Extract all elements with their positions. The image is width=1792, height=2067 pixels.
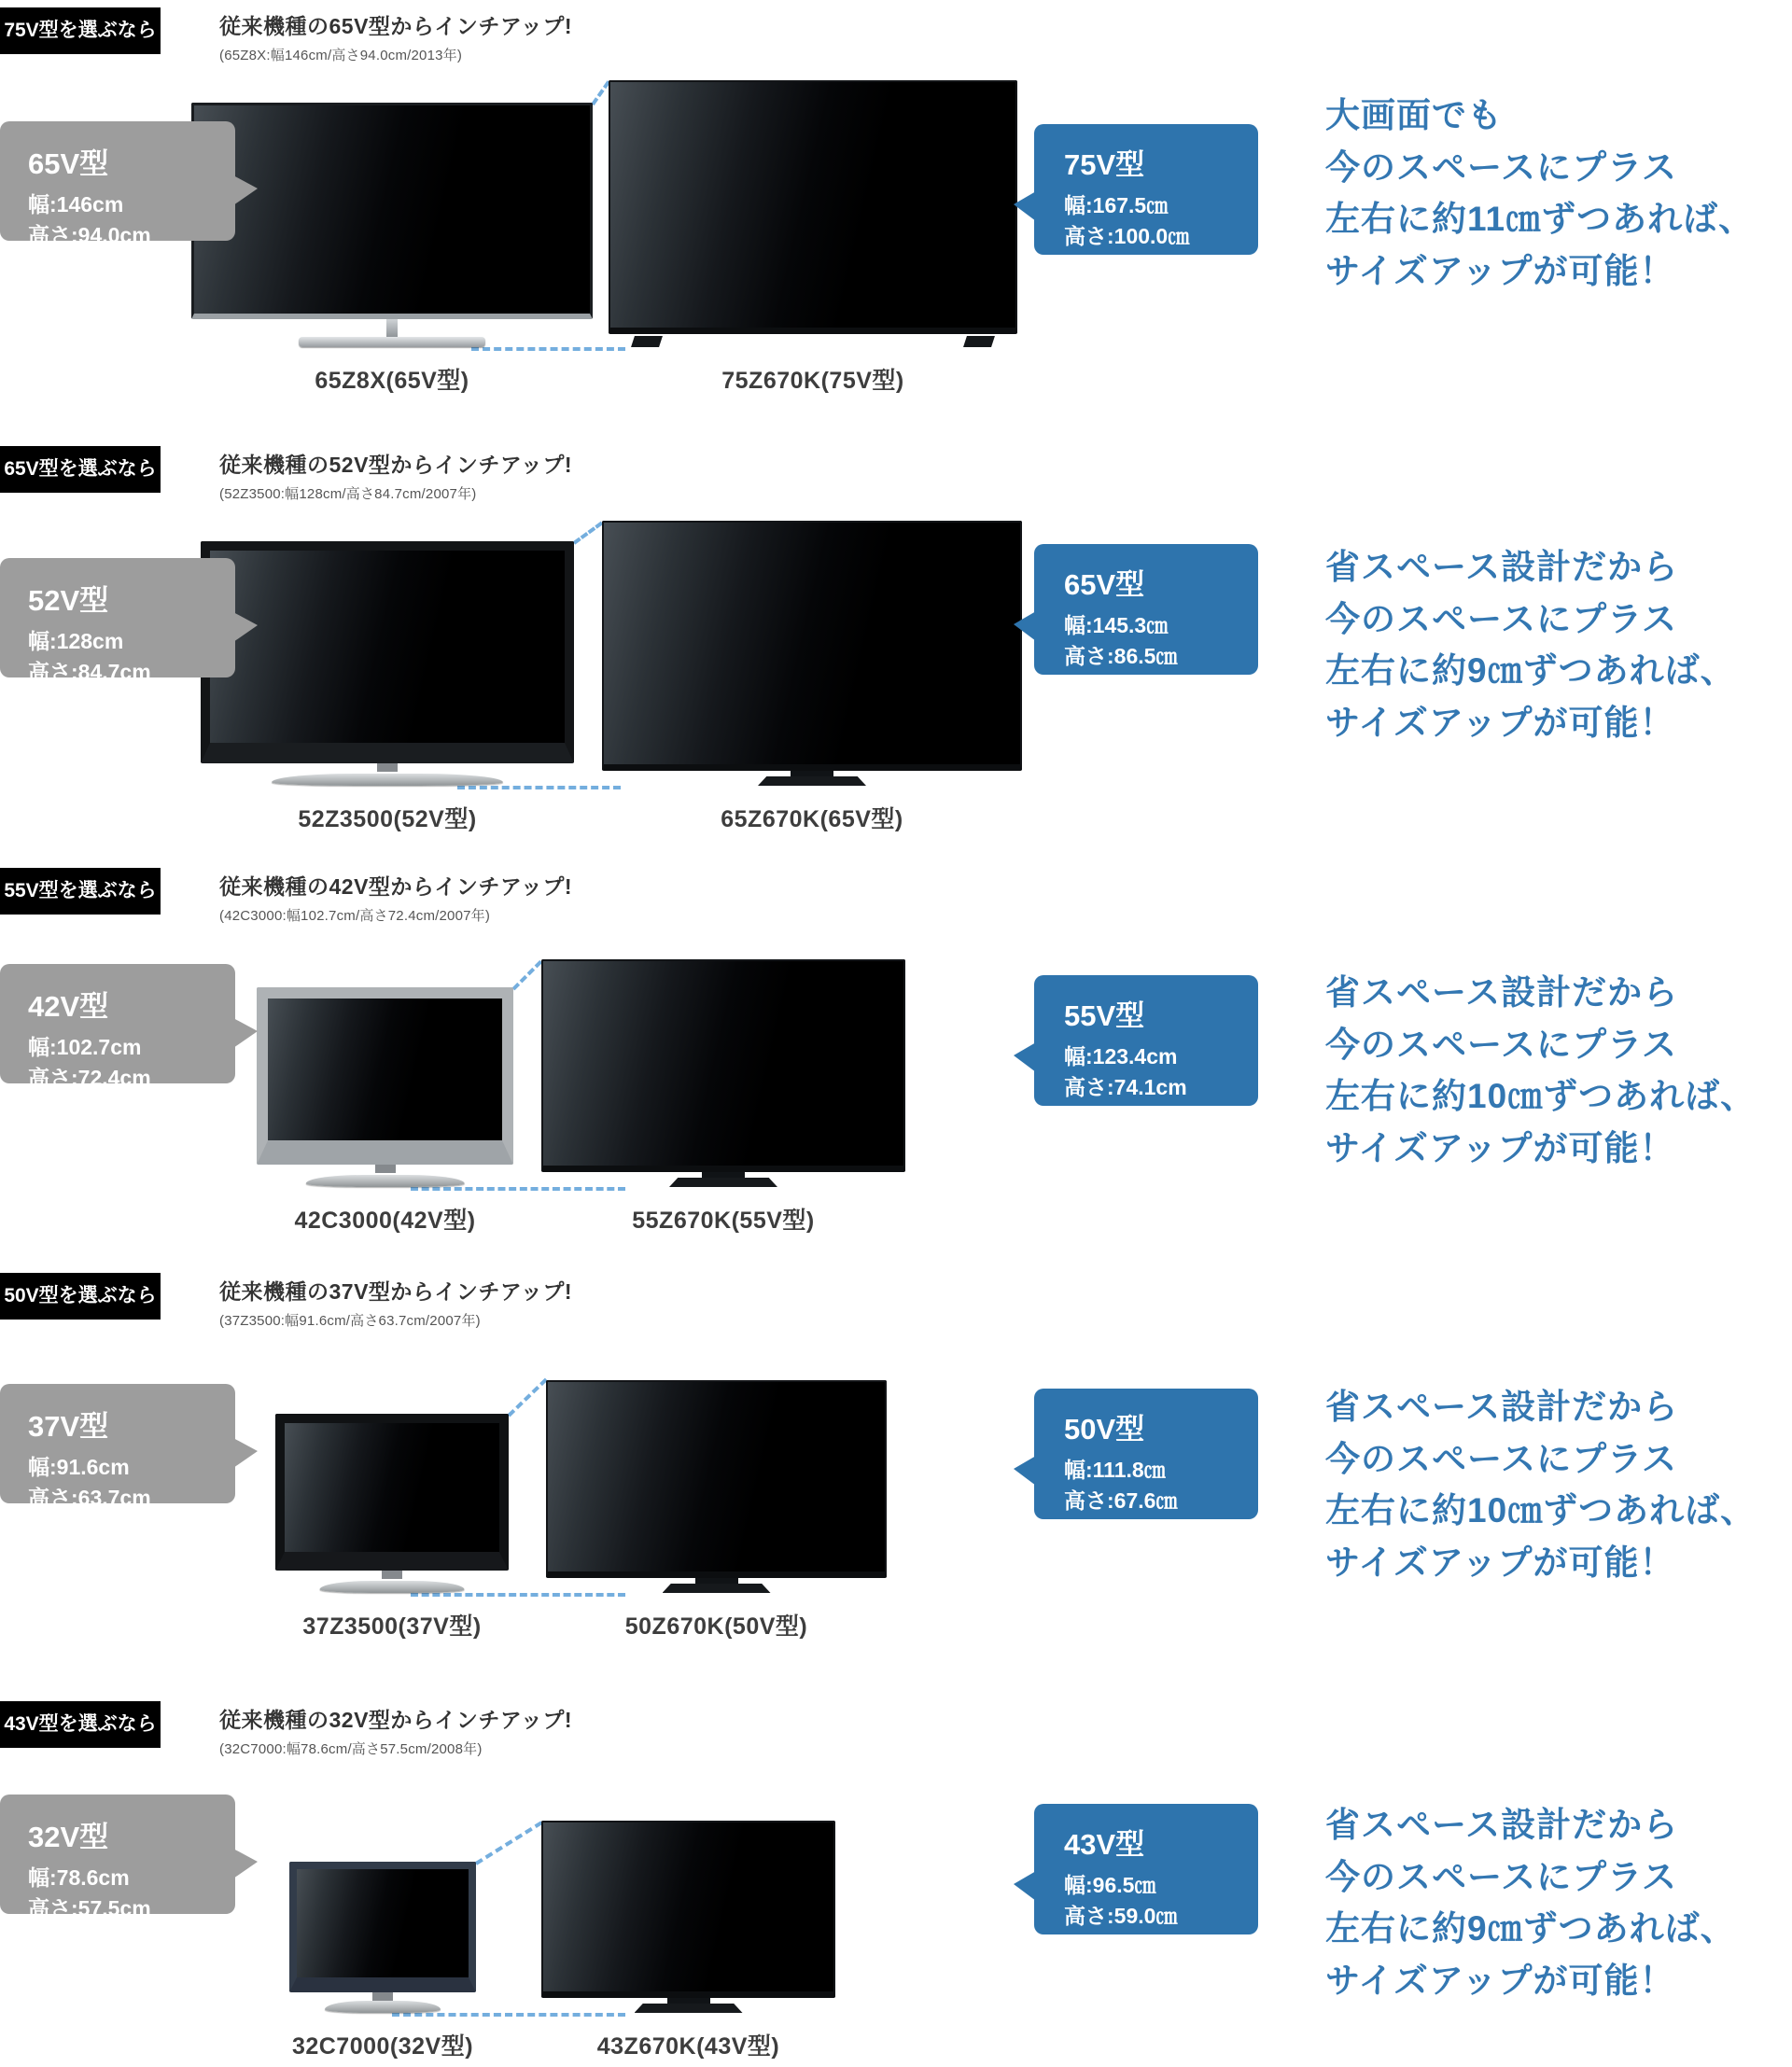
- new-height-value: 高さ:100.0㎝: [1064, 224, 1190, 249]
- old-width-value: 幅:128cm: [28, 629, 124, 653]
- size-diagonal-dash-line: [508, 1378, 548, 1418]
- benefit-line: 省スペース設計だから: [1325, 548, 1679, 586]
- callout-pointer-right: [233, 175, 258, 205]
- callout-pointer-right: [233, 1438, 258, 1468]
- old-size-callout: [0, 1795, 235, 1921]
- new-width-value: 幅:145.3㎝: [1064, 613, 1169, 637]
- callout-pointer-left: [1014, 611, 1036, 641]
- old-width-value: 幅:146cm: [28, 192, 124, 216]
- old-size-label: 32V型: [28, 1821, 109, 1853]
- section-upsize-50v: [0, 1260, 1792, 1670]
- size-diagonal-dash-line: [591, 80, 609, 105]
- baseline-dash-line: [457, 786, 621, 789]
- benefit-line: 今のスペースにプラス: [1325, 599, 1678, 638]
- tv-comparison-stage: [177, 1675, 1029, 2067]
- baseline-dash-line: [411, 1593, 625, 1597]
- section-title: 従来機種の65V型からインチアップ!: [219, 14, 572, 38]
- new-height-value: 高さ:59.0㎝: [1064, 1904, 1178, 1929]
- old-height-value: 高さ:63.7cm: [28, 1486, 151, 1511]
- section-title: 従来機種の52V型からインチアップ!: [219, 453, 572, 477]
- old-size-label: 42V型: [28, 990, 109, 1023]
- benefit-line: 省スペース設計だから: [1325, 1388, 1679, 1426]
- section-title: 従来機種の42V型からインチアップ!: [219, 874, 572, 899]
- section-upsize-65v: [0, 439, 1792, 868]
- new-size-callout: [1034, 1389, 1258, 1519]
- new-size-label: 55V型: [1064, 999, 1145, 1032]
- new-tv-image: [541, 1821, 835, 2013]
- tv-screen: [609, 80, 1017, 334]
- benefit-line: 今のスペースにプラス: [1325, 1025, 1678, 1064]
- size-diagonal-dash-line: [573, 522, 603, 545]
- old-size-callout: [0, 121, 235, 248]
- callout-pointer-right: [233, 612, 258, 642]
- section-title: 従来機種の37V型からインチアップ!: [219, 1279, 572, 1304]
- benefit-line: サイズアップが可能！: [1325, 1128, 1675, 1167]
- new-size-callout: [1034, 975, 1258, 1106]
- benefit-line: 今のスペースにプラス: [1325, 1857, 1678, 1896]
- old-height-value: 高さ:72.4cm: [28, 1066, 151, 1091]
- old-size-label: 65V型: [28, 147, 109, 180]
- benefit-line: 左右に約10㎝ずつあれば、: [1325, 1491, 1757, 1529]
- section-upsize-75v: [0, 0, 1792, 439]
- benefit-line: 大画面でも: [1325, 96, 1503, 134]
- section-upsize-55v: [0, 868, 1792, 1260]
- new-tv-model-label: 65Z670K(65V型): [721, 806, 903, 832]
- tv-stand: [541, 1172, 905, 1187]
- benefit-line: 左右に約10㎝ずつあれば、: [1325, 1077, 1757, 1115]
- old-tv-model-label: 65Z8X(65V型): [315, 368, 469, 394]
- benefit-line: 省スペース設計だから: [1325, 1806, 1679, 1844]
- benefit-text: [1325, 967, 1792, 1174]
- new-width-value: 幅:167.5㎝: [1064, 193, 1169, 217]
- old-size-callout: [0, 964, 235, 1091]
- baseline-dash-line: [411, 1187, 625, 1191]
- new-height-value: 高さ:86.5㎝: [1064, 644, 1178, 669]
- old-width-value: 幅:91.6cm: [28, 1455, 130, 1479]
- new-tv-model-label: 55Z670K(55V型): [632, 1208, 815, 1234]
- new-size-label: 43V型: [1064, 1828, 1145, 1861]
- tv-comparison-stage: [177, 9, 1029, 401]
- old-width-value: 幅:78.6cm: [28, 1865, 130, 1890]
- old-tv-model-label: 37Z3500(37V型): [302, 1613, 482, 1640]
- benefit-text: [1325, 90, 1792, 297]
- tv-stand: [289, 1992, 476, 2013]
- old-tv-model-label: 52Z3500(52V型): [298, 806, 477, 832]
- tv-screen: [201, 541, 574, 763]
- size-diagonal-dash-line: [475, 1821, 543, 1864]
- section-tag: 65V型を選ぶなら: [0, 446, 161, 493]
- tv-screen: [546, 1380, 887, 1578]
- old-width-value: 幅:102.7cm: [28, 1035, 142, 1059]
- new-tv-model-label: 50Z670K(50V型): [624, 1613, 808, 1640]
- new-size-callout: [1034, 124, 1258, 255]
- new-tv-model-label: 43Z670K(43V型): [596, 2033, 780, 2060]
- new-height-value: 高さ:74.1cm: [1064, 1075, 1187, 1100]
- new-tv-image: [541, 959, 905, 1187]
- section-subtitle: (32C7000:幅78.6cm/高さ57.5cm/2008年): [219, 1741, 483, 1757]
- old-tv-model-label: 32C7000(32V型): [291, 2033, 474, 2060]
- callout-pointer-right: [233, 1849, 258, 1878]
- new-size-callout: [1034, 544, 1258, 675]
- new-width-value: 幅:111.8㎝: [1064, 1458, 1166, 1482]
- tv-screen: [541, 1821, 835, 1998]
- benefit-line: 今のスペースにプラス: [1325, 1439, 1678, 1478]
- old-size-callout: [0, 558, 235, 685]
- new-tv-image: [609, 80, 1017, 347]
- benefit-line: 左右に約9㎝ずつあれば、: [1325, 651, 1736, 690]
- old-tv-image: [257, 987, 513, 1187]
- callout-pointer-left: [1014, 1042, 1036, 1072]
- benefit-line: サイズアップが可能！: [1325, 1543, 1675, 1582]
- old-size-label: 52V型: [28, 584, 109, 617]
- tv-screen: [289, 1862, 476, 1992]
- benefit-line: 今のスペースにプラス: [1325, 147, 1678, 187]
- tv-stand: [191, 319, 593, 347]
- new-size-callout: [1034, 1804, 1258, 1934]
- tv-screen: [191, 103, 593, 319]
- tv-stand: [602, 771, 1022, 786]
- old-height-value: 高さ:94.0cm: [28, 223, 151, 248]
- tv-comparison-stage: [177, 448, 1029, 840]
- benefit-text: [1325, 541, 1792, 748]
- old-height-value: 高さ:84.7cm: [28, 660, 151, 685]
- section-tag: 43V型を選ぶなら: [0, 1701, 161, 1748]
- section-tag: 75V型を選ぶなら: [0, 7, 161, 54]
- size-diagonal-dash-line: [512, 960, 543, 991]
- new-size-label: 50V型: [1064, 1413, 1145, 1446]
- benefit-line: サイズアップが可能！: [1325, 251, 1675, 290]
- section-subtitle: (37Z3500:幅91.6cm/高さ63.7cm/2007年): [219, 1313, 481, 1329]
- section-subtitle: (65Z8X:幅146cm/高さ94.0cm/2013年): [219, 48, 463, 63]
- old-height-value: 高さ:57.5cm: [28, 1896, 151, 1921]
- new-tv-model-label: 75Z670K(75V型): [721, 368, 904, 394]
- old-size-label: 37V型: [28, 1410, 109, 1443]
- new-height-value: 高さ:67.6㎝: [1064, 1488, 1178, 1514]
- new-size-label: 75V型: [1064, 148, 1145, 181]
- tv-stand: [257, 1165, 513, 1187]
- old-tv-model-label: 42C3000(42V型): [294, 1208, 476, 1234]
- new-tv-image: [546, 1380, 887, 1593]
- old-tv-image: [289, 1862, 476, 2013]
- tv-screen: [602, 521, 1022, 771]
- old-tv-image: [275, 1414, 509, 1593]
- section-tag: 50V型を選ぶなら: [0, 1273, 161, 1320]
- section-subtitle: (42C3000:幅102.7cm/高さ72.4cm/2007年): [219, 908, 491, 924]
- callout-pointer-left: [1014, 1871, 1036, 1901]
- baseline-dash-line: [471, 347, 625, 351]
- baseline-dash-line: [392, 2013, 625, 2017]
- benefit-line: 左右に約9㎝ずつあれば、: [1325, 1909, 1736, 1948]
- callout-pointer-right: [233, 1018, 258, 1048]
- tv-screen: [541, 959, 905, 1172]
- old-size-callout: [0, 1384, 235, 1511]
- section-upsize-43v: [0, 1670, 1792, 2065]
- tv-stand: [541, 1998, 835, 2013]
- tv-comparison-stage: [177, 849, 1029, 1241]
- benefit-line: 左右に約11㎝ずつあれば、: [1325, 200, 1755, 238]
- old-tv-image: [201, 541, 574, 786]
- new-size-label: 65V型: [1064, 568, 1145, 601]
- callout-pointer-left: [1014, 191, 1036, 221]
- benefit-line: 省スペース設計だから: [1325, 973, 1679, 1012]
- tv-comparison-stage: [177, 1255, 1029, 1647]
- new-width-value: 幅:96.5㎝: [1064, 1873, 1156, 1897]
- benefit-line: サイズアップが可能！: [1325, 703, 1675, 742]
- tv-stand: [275, 1571, 509, 1593]
- tv-screen: [257, 987, 513, 1165]
- callout-pointer-left: [1014, 1456, 1036, 1486]
- section-tag: 55V型を選ぶなら: [0, 868, 161, 915]
- tv-screen: [275, 1414, 509, 1571]
- section-subtitle: (52Z3500:幅128cm/高さ84.7cm/2007年): [219, 486, 477, 502]
- section-title: 従来機種の32V型からインチアップ!: [219, 1708, 572, 1732]
- tv-stand: [609, 334, 1017, 347]
- tv-stand: [201, 763, 574, 786]
- new-width-value: 幅:123.4cm: [1064, 1044, 1178, 1068]
- new-tv-image: [602, 521, 1022, 786]
- tv-stand: [546, 1578, 887, 1593]
- benefit-text: [1325, 1381, 1792, 1588]
- benefit-line: サイズアップが可能！: [1325, 1961, 1675, 2000]
- benefit-text: [1325, 1799, 1792, 2006]
- old-tv-image: [191, 103, 593, 347]
